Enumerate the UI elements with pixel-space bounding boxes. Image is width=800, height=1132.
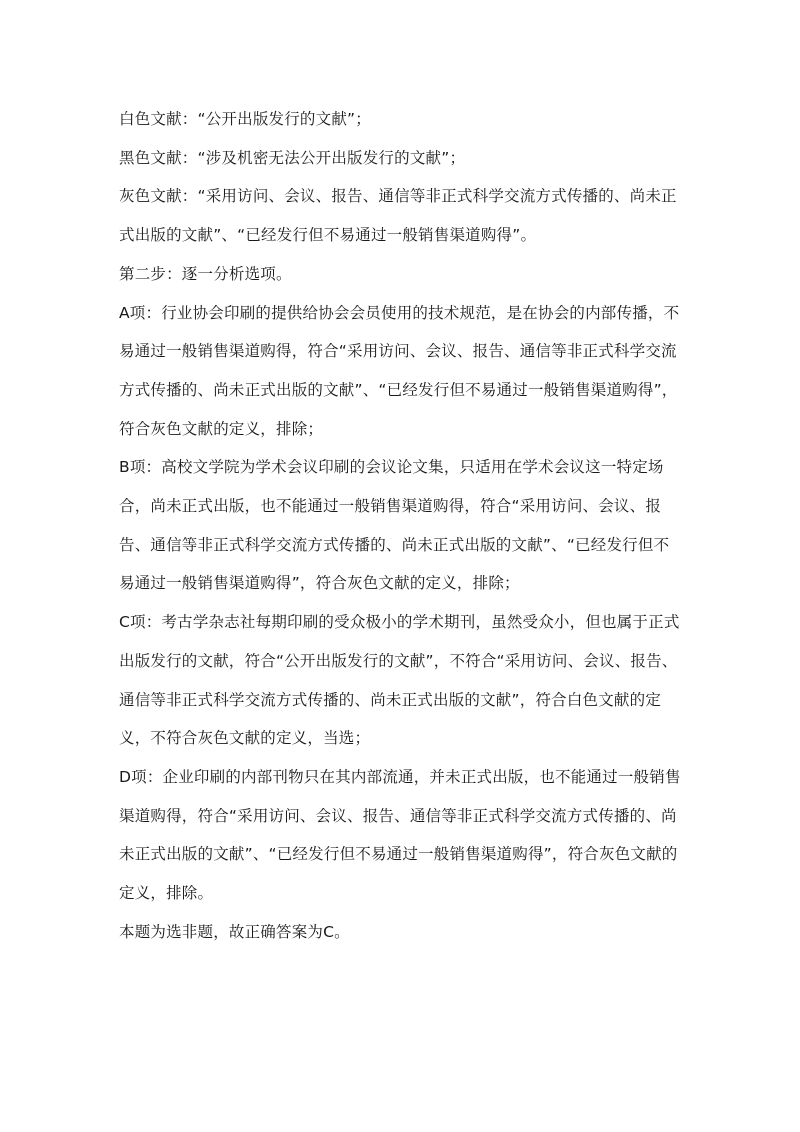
paragraph-gray-literature: 灰色文献：“采用访问、会议、报告、通信等非正式科学交流方式传播的、尚未正式出版的文献”、“已经发行但不易通过一般销售渠道购得”。	[119, 187, 677, 245]
paragraph-answer: 本题为选非题，故正确答案为C。	[119, 922, 350, 941]
paragraph-option-a: A项：行业协会印刷的提供给协会会员使用的技术规范，是在协会的内部传播，不易通过一般销售渠道购得，符合“采用访问、会议、报告、通信等非正式科学交流方式传播的、尚未正式出版的文献”、“已经发行但不易通过一般销售渠道购得”，符合灰色文献的定义，排除；	[119, 303, 680, 438]
paragraph-option-b: B项：高校文学院为学术会议印刷的会议论文集，只适用在学术会议这一特定场合，尚未正式出版，也不能通过一般销售渠道购得，符合“采用访问、会议、报告、通信等非正式科学交流方式传播的、尚未正式出版的文献”、“已经发行但不易通过一般销售渠道购得”，符合灰色文献的定义，排除；	[119, 458, 670, 593]
paragraph-option-c: C项：考古学杂志社每期印刷的受众极小的学术期刊，虽然受众小，但也属于正式出版发行的文献，符合“公开出版发行的文献”，不符合“采用访问、会议、报告、通信等非正式科学交流方式传播的、尚未正式出版的文献”，符合白色文献的定义，不符合灰色文献的定义，当选；	[119, 613, 680, 748]
paragraph-white-literature: 白色文献：“公开出版发行的文献”；	[119, 110, 371, 128]
paragraph-black-literature: 黑色文献：“涉及机密无法公开出版发行的文献”；	[119, 148, 466, 167]
document-body	[119, 100, 681, 951]
paragraph-option-d: D项：企业印刷的内部刊物只在其内部流通，并未正式出版，也不能通过一般销售渠道购得，符合“采用访问、会议、报告、通信等非正式科学交流方式传播的、尚未正式出版的文献”、“已经发行但不易通过一般销售渠道购得”，符合灰色文献的定义，排除。	[119, 767, 681, 903]
paragraph-step-two: 第二步：逐一分析选项。	[119, 264, 292, 283]
